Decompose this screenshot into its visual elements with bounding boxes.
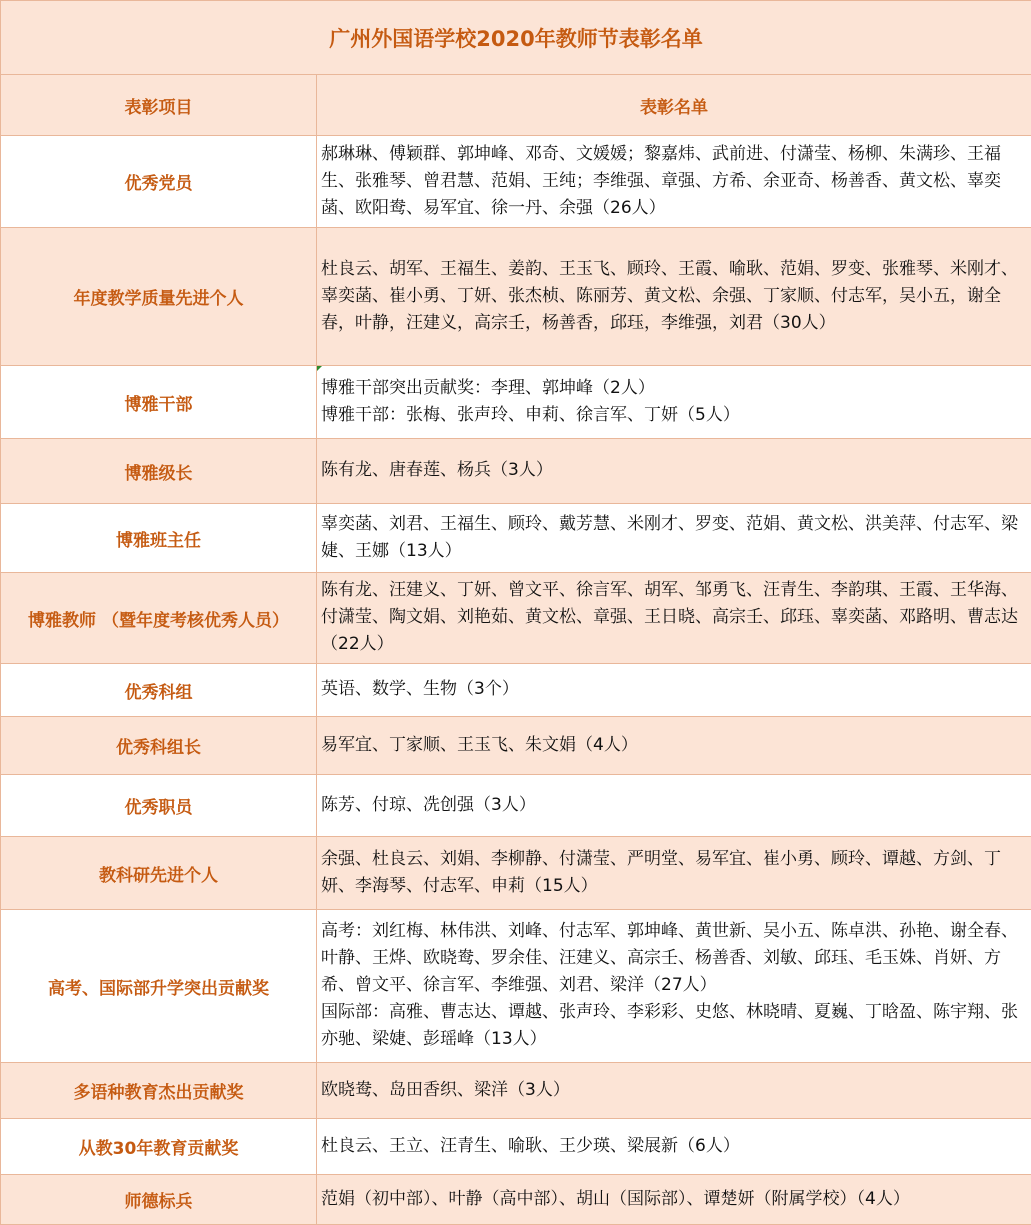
column-header-item: 表彰项目 — [1, 75, 317, 136]
award-item: 博雅教师 （暨年度考核优秀人员） — [1, 573, 317, 664]
table-row — [1, 228, 1031, 366]
award-item: 多语种教育杰出贡献奖 — [1, 1063, 317, 1119]
award-names — [317, 1175, 1031, 1225]
award-item: 教科研先进个人 — [1, 837, 317, 910]
table-row — [1, 136, 1031, 228]
names-line: 余强、杜良云、刘娟、李柳静、付潇莹、严明堂、易军宜、崔小勇、顾玲、谭越、方剑、丁妍、李海琴、付志军、申莉（15人） — [321, 846, 1027, 900]
award-item: 高考、国际部升学突出贡献奖 — [1, 910, 317, 1063]
table-row — [1, 664, 1031, 717]
names-line: 杜良云、胡军、王福生、姜韵、王玉飞、顾玲、王霞、喻耿、范娟、罗变、张雅琴、米刚才、辜奕菡、崔小勇、丁妍、张杰桢、陈丽芳、黄文松、余强、丁家顺、付志军，吴小五，谢全春，叶静，汪建义，高宗壬，杨善香，邱珏，李维强，刘君（30人） — [321, 256, 1027, 337]
table-row — [1, 910, 1031, 1063]
table-row — [1, 573, 1031, 664]
award-names — [317, 837, 1031, 910]
names-line: 英语、数学、生物（3个） — [321, 676, 1027, 703]
table-row — [1, 1175, 1031, 1225]
award-names — [317, 1119, 1031, 1175]
names-line: 辜奕菡、刘君、王福生、顾玲、戴芳慧、米刚才、罗变、范娟、黄文松、洪美萍、付志军、梁婕、王娜（13人） — [321, 511, 1027, 565]
award-names — [317, 664, 1031, 717]
award-item: 博雅干部 — [1, 366, 317, 439]
header-row — [1, 75, 1031, 136]
award-item: 博雅级长 — [1, 439, 317, 504]
award-names — [317, 910, 1031, 1063]
names-line: 高考：刘红梅、林伟洪、刘峰、付志军、郭坤峰、黄世新、吴小五、陈卓洪、孙艳、谢全春、叶静、王烨、欧晓鸯、罗余佳、汪建义、高宗壬、杨善香、刘敏、邱珏、毛玉姝、肖妍、方希、曾文平、徐言军、李维强、刘君、梁洋（27人） — [321, 918, 1027, 999]
names-line: 范娟（初中部）、叶静（高中部）、胡山（国际部）、谭楚妍（附属学校）（4人） — [321, 1186, 1027, 1213]
award-names — [317, 136, 1031, 228]
column-header-names: 表彰名单 — [317, 75, 1031, 136]
award-names — [317, 439, 1031, 504]
award-item: 师德标兵 — [1, 1175, 317, 1225]
award-names — [317, 1063, 1031, 1119]
award-names — [317, 717, 1031, 775]
table-row — [1, 775, 1031, 837]
title-row — [1, 1, 1031, 75]
names-line: 陈有龙、唐春莲、杨兵（3人） — [321, 457, 1027, 484]
award-item: 年度教学质量先进个人 — [1, 228, 317, 366]
names-line: 博雅干部：张梅、张声玲、申莉、徐言军、丁妍（5人） — [321, 402, 1027, 429]
award-names — [317, 366, 1031, 439]
cell-comment-marker-icon — [317, 366, 322, 371]
award-names — [317, 228, 1031, 366]
names-line: 郝琳琳、傅颖群、郭坤峰、邓奇、文媛媛；黎嘉炜、武前进、付潇莹、杨柳、朱满珍、王福生、张雅琴、曾君慧、范娟、王纯；李维强、章强、方希、余亚奇、杨善香、黄文松、辜奕菡、欧阳鸯、易军宜、徐一丹、余强（26人） — [321, 141, 1027, 222]
table-row — [1, 717, 1031, 775]
table-row — [1, 439, 1031, 504]
table-row — [1, 504, 1031, 573]
award-item: 优秀科组 — [1, 664, 317, 717]
names-line: 易军宜、丁家顺、王玉飞、朱文娟（4人） — [321, 732, 1027, 759]
award-item: 从教30年教育贡献奖 — [1, 1119, 317, 1175]
award-names — [317, 504, 1031, 573]
award-item: 博雅班主任 — [1, 504, 317, 573]
award-item: 优秀党员 — [1, 136, 317, 228]
names-line: 陈有龙、汪建义、丁妍、曾文平、徐言军、胡军、邹勇飞、汪青生、李韵琪、王霞、王华海、付潇莹、陶文娟、刘艳茹、黄文松、章强、王日晓、高宗壬、邱珏、辜奕菡、邓路明、曹志达（22人） — [321, 577, 1027, 658]
table-row — [1, 1063, 1031, 1119]
names-line: 国际部：高雅、曹志达、谭越、张声玲、李彩彩、史悠、林晓晴、夏巍、丁晗盈、陈宇翔、张亦驰、梁婕、彭瑶峰（13人） — [321, 999, 1027, 1053]
award-item: 优秀科组长 — [1, 717, 317, 775]
names-line: 欧晓鸯、岛田香织、梁洋（3人） — [321, 1077, 1027, 1104]
names-line: 博雅干部突出贡献奖：李理、郭坤峰（2人） — [321, 375, 1027, 402]
names-line: 陈芳、付琼、冼创强（3人） — [321, 792, 1027, 819]
table-row — [1, 366, 1031, 439]
award-names — [317, 573, 1031, 664]
table-row — [1, 837, 1031, 910]
award-item: 优秀职员 — [1, 775, 317, 837]
page-title: 广州外国语学校2020年教师节表彰名单 — [1, 1, 1031, 75]
table-row — [1, 1119, 1031, 1175]
award-names — [317, 775, 1031, 837]
names-line: 杜良云、王立、汪青生、喻耿、王少瑛、梁展新（6人） — [321, 1133, 1027, 1160]
